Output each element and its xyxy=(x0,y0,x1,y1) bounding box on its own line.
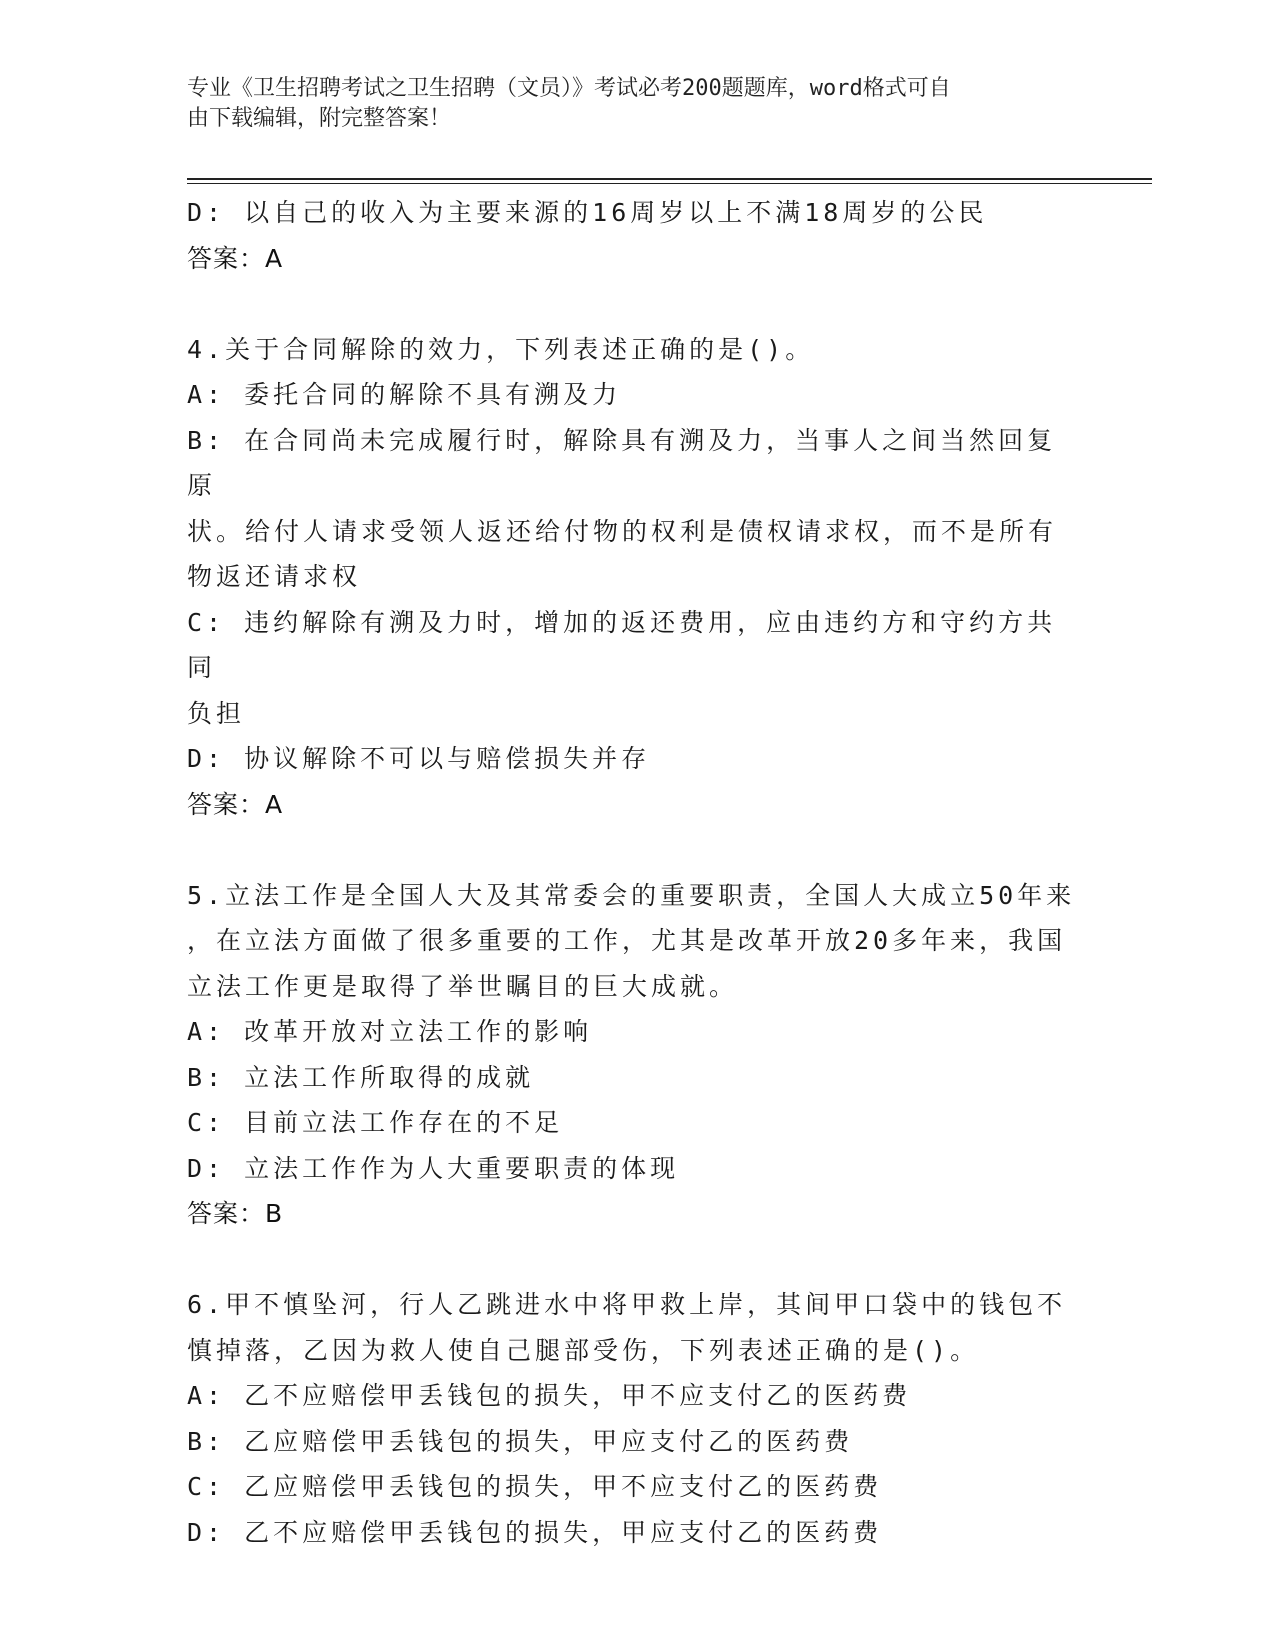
option-a: A: 改革开放对立法工作的影响 xyxy=(187,1017,593,1046)
option-b: B: 在合同尚未完成履行时，解除具有溯及力，当事人之间当然回复原 xyxy=(187,425,1057,500)
option-d: D: 协议解除不可以与赔偿损失并存 xyxy=(187,744,651,773)
question-3-tail xyxy=(187,190,1077,281)
option-b-cont: 状。给付人请求受领人返还给付物的权利是债权请求权，而不是所有 xyxy=(187,516,1058,546)
header-line-2: 由下载编辑，附完整答案！ xyxy=(187,106,452,131)
question-stem-cont: ，在立法方面做了很多重要的工作，尤其是改革开放20多年来，我国 xyxy=(187,926,1067,955)
header-line-1: 专业《卫生招聘考试之卫生招聘（文员）》考试必考200题题库，word格式可自 xyxy=(187,76,951,101)
question-6 xyxy=(187,1282,1077,1555)
option-b-cont: 物返还请求权 xyxy=(187,562,362,591)
option-d: D: 立法工作作为人大重要职责的体现 xyxy=(187,1153,680,1183)
option-c-cont: 负担 xyxy=(187,698,246,728)
answer-line: 答案：A xyxy=(187,243,284,273)
question-5 xyxy=(187,873,1077,1237)
spacer xyxy=(187,1237,1077,1283)
spacer xyxy=(187,281,1077,327)
question-stem: 6.甲不慎坠河，行人乙跳进水中将甲救上岸，其间甲口袋中的钱包不 xyxy=(187,1290,1067,1319)
question-stem: 4.关于合同解除的效力，下列表述正确的是()。 xyxy=(187,334,815,364)
option-d: D: 乙不应赔偿甲丢钱包的损失，甲应支付乙的医药费 xyxy=(187,1517,883,1547)
question-list xyxy=(187,190,1077,1555)
answer-line: 答案：B xyxy=(187,1199,284,1228)
page-header xyxy=(187,74,1067,134)
question-stem: 5.立法工作是全国人大及其常委会的重要职责，全国人大成立50年来 xyxy=(187,880,1076,910)
option-a: A: 委托合同的解除不具有溯及力 xyxy=(187,380,622,409)
option-d: D: 以自己的收入为主要来源的16周岁以上不满18周岁的公民 xyxy=(187,198,988,227)
option-c: C: 目前立法工作存在的不足 xyxy=(187,1108,564,1137)
answer-line: 答案：A xyxy=(187,789,284,819)
option-c: C: 违约解除有溯及力时，增加的返还费用，应由违约方和守约方共同 xyxy=(187,607,1057,682)
option-b: B: 乙应赔偿甲丢钱包的损失，甲应支付乙的医药费 xyxy=(187,1426,854,1456)
header-rule-thick xyxy=(187,178,1152,180)
question-stem-cont: 慎掉落，乙因为救人使自己腿部受伤，下列表述正确的是()。 xyxy=(187,1335,980,1365)
spacer xyxy=(187,827,1077,873)
option-c: C: 乙应赔偿甲丢钱包的损失，甲不应支付乙的医药费 xyxy=(187,1472,883,1501)
question-4 xyxy=(187,327,1077,828)
header-rule-thin xyxy=(187,183,1152,184)
option-b: B: 立法工作所取得的成就 xyxy=(187,1062,535,1092)
question-stem-cont: 立法工作更是取得了举世瞩目的巨大成就。 xyxy=(187,971,739,1001)
option-a: A: 乙不应赔偿甲丢钱包的损失，甲不应支付乙的医药费 xyxy=(187,1381,912,1410)
